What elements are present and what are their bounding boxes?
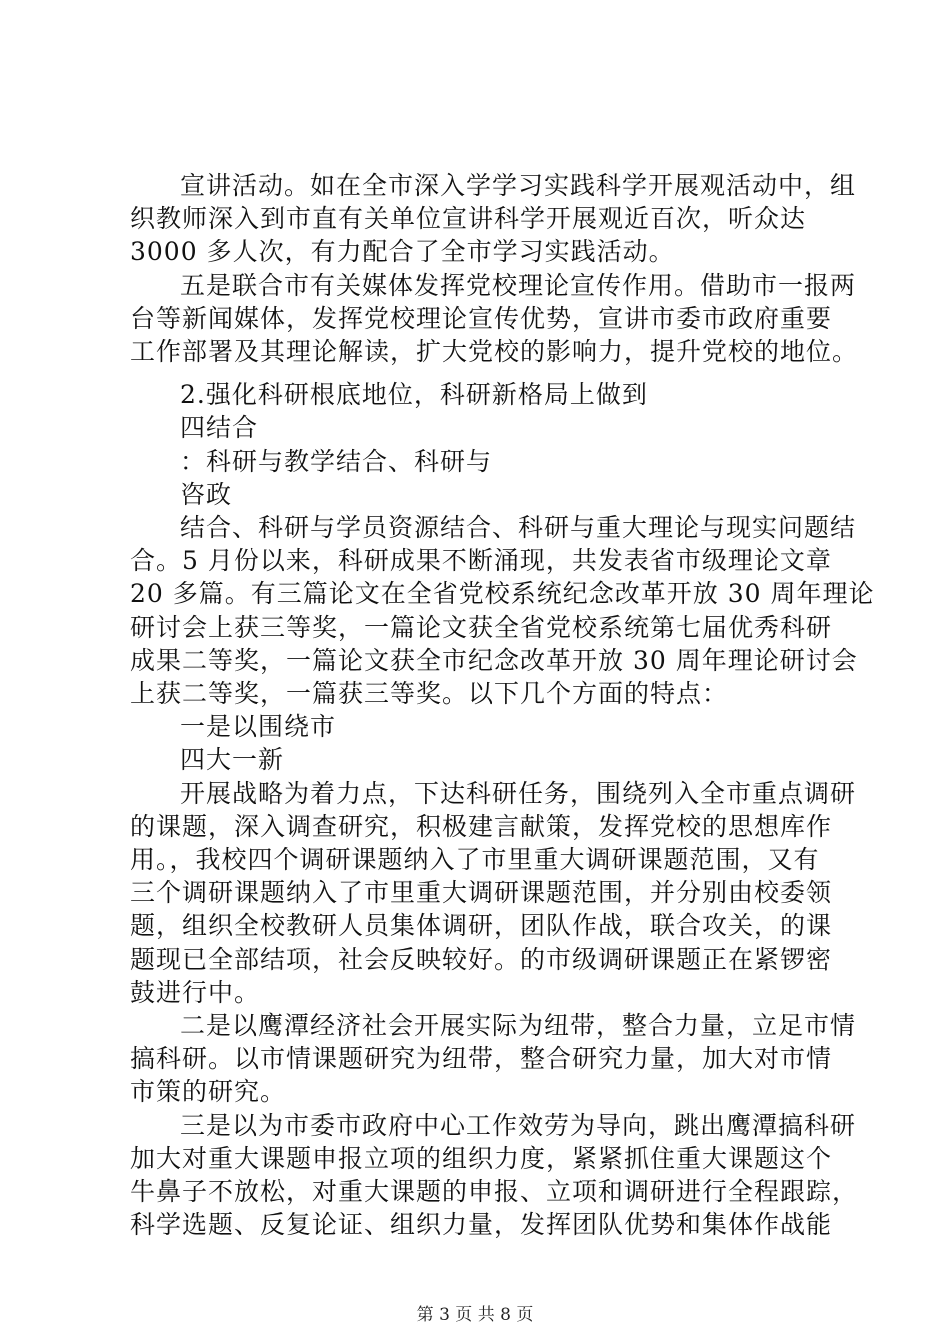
text-line: 搞科研。以市情课题研究为纽带，整合研究力量，加大对市情 — [130, 1044, 833, 1074]
text-line: 上获二等奖，一篇获三等奖。以下几个方面的特点： — [130, 679, 729, 708]
text-line: 四结合 — [180, 413, 259, 443]
text-line: 3000 多人次，有力配合了全市学习实践活动。 — [130, 237, 675, 267]
text-line: 加大对重大课题申报立项的组织力度，紧紧抓住重大课题这个 — [130, 1143, 833, 1173]
text-line: 二是以鹰潭经济社会开展实际为纽带，整合力量，立足市情 — [180, 1011, 857, 1040]
text-line: 市策的研究。 — [130, 1077, 287, 1107]
text-line: 成果二等奖，一篇论文获全市纪念改革开放 30 周年理论研讨会 — [130, 645, 858, 675]
text-line: 鼓进行中。 — [130, 977, 261, 1007]
text-line: 的课题，深入调查研究，积极建言献策，发挥党校的思想库作 — [130, 811, 833, 841]
text-line: 科学选题、反复论证、组织力量，发挥团队优势和集体作战能 — [130, 1210, 833, 1240]
text-line: 四大一新 — [180, 745, 285, 775]
text-line: 20 多篇。有三篇论文在全省党校系统纪念改革开放 30 周年理论 — [130, 579, 875, 609]
text-line: 题，组织全校教研人员集体调研，团队作战，联合攻关，的课 — [130, 911, 833, 941]
text-line: 三是以为市委市政府中心工作效劳为导向，跳出鹰潭搞科研 — [180, 1110, 857, 1140]
text-line: 牛鼻子不放松，对重大课题的申报、立项和调研进行全程跟踪， — [130, 1177, 859, 1206]
text-line: 一是以围绕市 — [180, 712, 337, 742]
text-line: 三个调研课题纳入了市里重大调研课题范围，并分别由校委领 — [130, 878, 833, 908]
text-line: 合。5 月份以来，科研成果不断涌现，共发表省市级理论文章 — [130, 546, 832, 576]
text-line: 结合、科研与学员资源结合、科研与重大理论与现实问题结 — [180, 513, 857, 542]
text-line: 工作部署及其理论解读，扩大党校的影响力，提升党校的地位。 — [130, 337, 859, 366]
text-line: 研讨会上获三等奖，一篇论文获全省党校系统第七届优秀科研 — [130, 612, 833, 642]
text-line: 题现已全部结项，社会反映较好。的市级调研课题正在紧锣密 — [130, 944, 833, 974]
text-line: 宣讲活动。如在全市深入学学习实践科学开展观活动中，组 — [180, 171, 857, 200]
text-line: 台等新闻媒体，发挥党校理论宣传优势，宣讲市委市政府重要 — [130, 303, 833, 333]
text-line: 咨政 — [180, 479, 233, 509]
text-line: 五是联合市有关媒体发挥党校理论宣传作用。借助市一报两 — [180, 270, 857, 300]
text-line: ：科研与教学结合、科研与 — [180, 446, 493, 476]
text-line: 织教师深入到市直有关单位宣讲科学开展观近百次，听众达 — [130, 204, 807, 234]
section-heading: 2.强化科研根底地位，科研新格局上做到 — [180, 380, 648, 410]
text-line: 用。，我校四个调研课题纳入了市里重大调研课题范围，又有 — [130, 845, 820, 874]
page-footer: 第 3 页 共 8 页 — [416, 1305, 534, 1325]
text-line: 开展战略为着力点，下达科研任务，围绕列入全市重点调研 — [180, 778, 857, 808]
